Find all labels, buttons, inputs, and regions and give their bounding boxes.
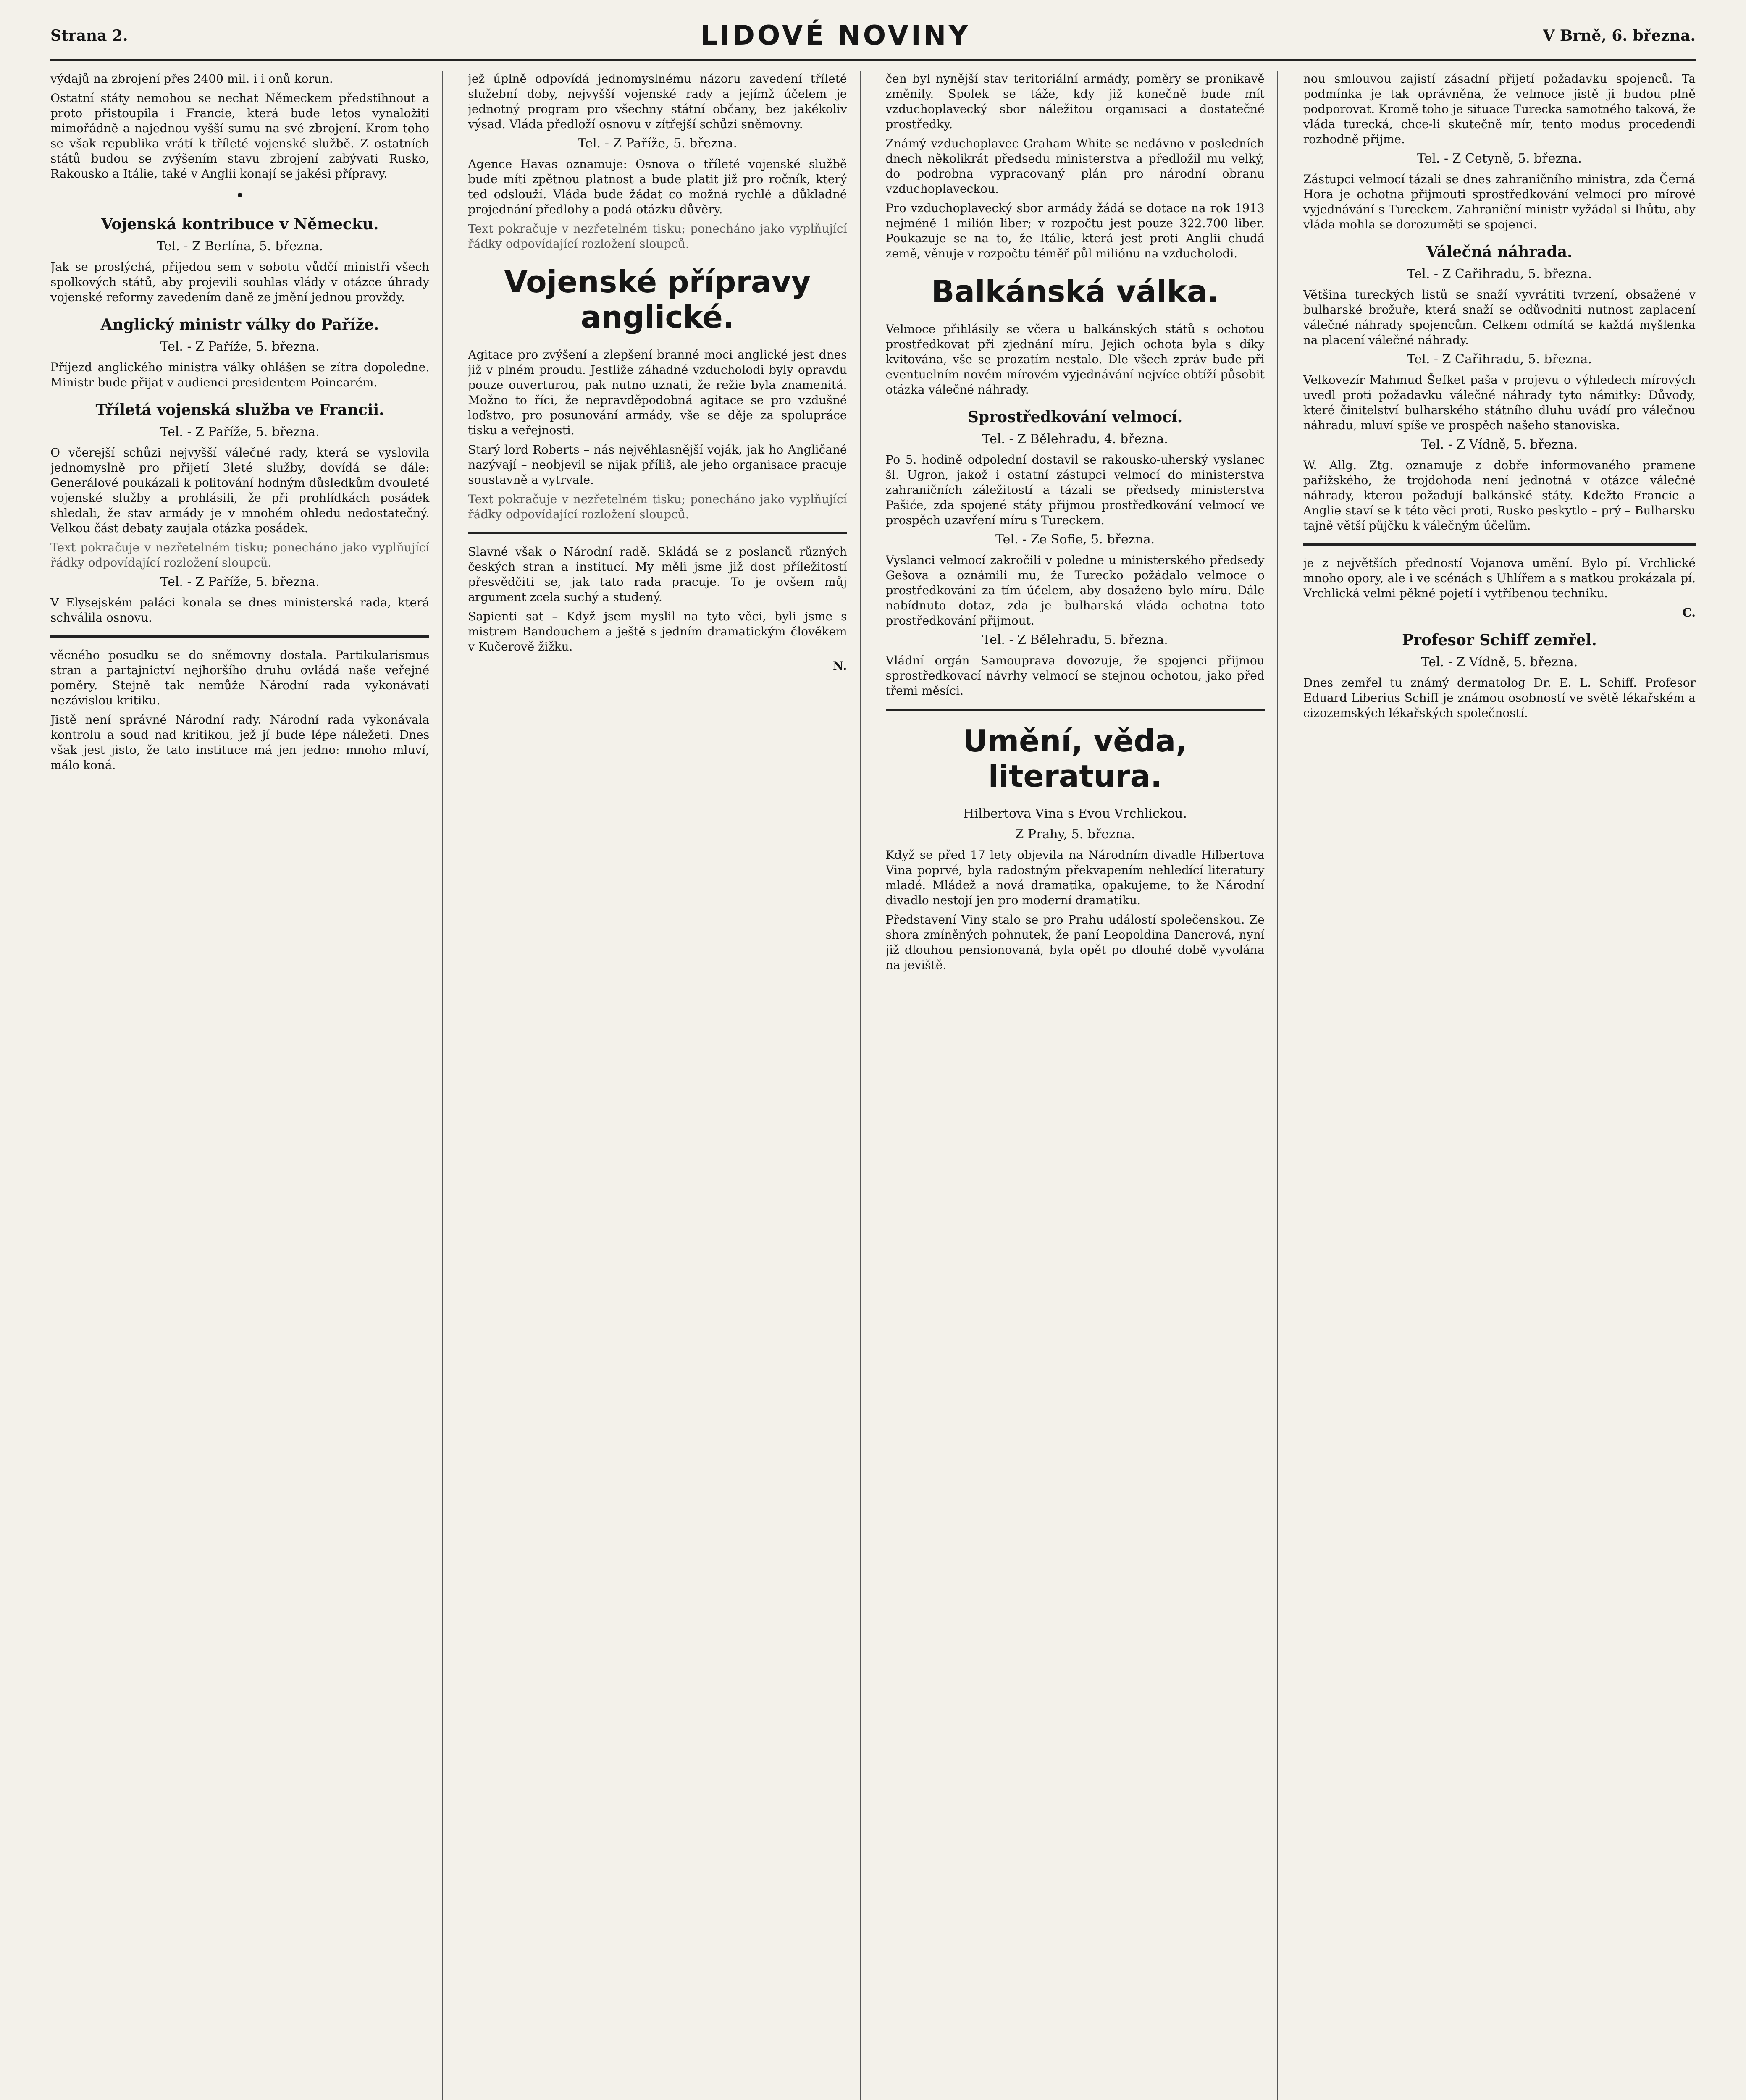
page-header — [50, 13, 1696, 61]
headline-arts: Umění, věda, literatura. — [963, 723, 1187, 794]
dateline: Tel. - Z Cetyně, 5. března. — [1417, 151, 1582, 166]
headline-mediation: Sprostředkování velmocí. — [967, 408, 1183, 426]
headline-contribution: Vojenská kontribuce v Německu. — [101, 215, 379, 233]
section-rule — [886, 709, 1265, 711]
section-rule — [50, 635, 429, 638]
article-text: Ostatní státy nemohou se nechat Německem předstihnout a proto přistoupila i Francie, která bude letos vynaložiti mimořádně a najednou vyšší sumu na své zbrojení. Krom toho se však republika vrátí k tříleté vojenské službě. Z ostatních států budou se zvýšením stavu zbrojení zabývati Rusko, Rakousko a Itálie, také v Anglii konají se jakési přípravy. — [50, 91, 430, 181]
dateline: Tel. - Z Vídně, 5. března. — [1421, 437, 1578, 452]
article-text: Po 5. hodině odpolední dostavil se rakousko-uherský vyslanec šl. Ugron, jakož i ostatní zástupci velmocí do ministerstva zahraničních záležitostí a tázali se předsedy ministerstva Pašiće, zda spojené státy přijmou prostředkování velmocí ve prospěch uzavření míru s Tureckem. — [885, 453, 1265, 527]
column-2 — [468, 71, 860, 2100]
article-text: Představení Viny stalo se pro Prahu událostí společenskou. Ze shora zmíněných pohnutek, že paní Leopoldina Dancrová, nyní již dlouhou pensionovaná, byla opět po dlouhé době vyvolána na jeviště. — [885, 913, 1265, 972]
headline-three-year-service: Tříletá vojenská služba ve Francii. — [95, 401, 384, 419]
article-text: Pro vzduchoplavecký sbor armády žádá se dotace na rok 1913 nejméně 1 milión liber; v rozpočtu jest pouze 322.700 liber. Poukazuje se na to, že Itálie, která jest proti Anglii chudá země, věnuje v rozpočtu téměř půl miliónu na vzducholodi. — [885, 201, 1265, 260]
signature: C. — [1682, 606, 1696, 620]
article-text: Velkovezír Mahmud Šefket paša v projevu o výhledech mírových uvedl proti požadavku válečné náhrady tyto námitky: Důvody, které činitelství bulharského státního dluhu uvádí pro válečnou náhradu, mluví spíše ve prospěch našeho stanoviska. — [1303, 373, 1696, 432]
article-text: W. Allg. Ztg. oznamuje z dobře informovaného pramene pařížského, že trojdohoda není jednotná v otázce válečné náhrady, kterou požadují balkánské státy. Kdežto Francie a Anglie staví se k této věci proti, Rusko peskytlo – prý – Bulharsku tajně větší půjčku k válečným účelům. — [1303, 458, 1696, 533]
article-text: Dnes zemřel tu známý dermatolog Dr. E. L. Schiff. Profesor Eduard Liberius Schiff je známou osobností ve světě lékařském a cizozemských lékařských společností. — [1303, 676, 1696, 720]
section-rule — [1303, 543, 1696, 546]
masthead-title: LIDOVÉ NOVINY — [700, 20, 971, 51]
signature: N. — [832, 659, 847, 673]
dateline: Tel. - Z Cařihradu, 5. března. — [1407, 352, 1592, 367]
article-text: Sapienti sat – Když jsem myslil na tyto věci, byli jsme s mistrem Bandouchem a ještě s jedním dramatickým člověkem v Kučerově žižku. — [468, 609, 847, 654]
dateline: Z Prahy, 5. března. — [1015, 827, 1135, 842]
separator-bullet: • — [235, 187, 244, 205]
article-text: výdajů na zbrojení přes 2400 mil. i i onů korun. — [50, 72, 333, 86]
article-text: Starý lord Roberts – nás nejvěhlasnější voják, jak ho Angličané nazývají – neobjevil se nijak příliš, ale jeho organisace pracuje soustavně a vytrvale. — [468, 443, 847, 487]
headline-balkan-war: Balkánská válka. — [931, 274, 1219, 309]
dateline: Tel. - Z Cařihradu, 5. března. — [1407, 267, 1592, 281]
dateline: Tel. - Z Bělehradu, 4. března. — [982, 432, 1168, 446]
article-text: Agence Havas oznamuje: Osnova o tříleté vojenské službě bude míti zpětnou platnost a bude platit již pro ročník, který ted odslouží. Vláda bude žádat co možná rychlé a důkladné projednání předlohy a podá otázku důvěry. — [468, 157, 847, 216]
column-3 — [886, 71, 1278, 2100]
dateline: Tel. - Ze Sofie, 5. března. — [995, 532, 1155, 547]
article-text: Zástupci velmocí tázali se dnes zahraničního ministra, zda Černá Hora je ochotna přijmouti sprostředkování velmocí pro mírové vyjednávání s Tureckem. Zahraniční ministr vyžádal si lhůtu, aby vláda mohla se dorozuměti se spojenci. — [1303, 172, 1696, 231]
column-1 — [50, 71, 443, 2100]
article-text: Vyslanci velmocí zakročili v poledne u ministerského předsedy Gešova a oznámili mu, že Turecko požádalo velmoce o prostředkování za tím účelem, aby dosaženo bylo míru. Dále nabídnuto dotaz, zda je bulharská vláda ochotna toto prostředkování přijmout. — [885, 553, 1265, 627]
article-text: O včerejší schůzi nejvyšší válečné rady, která se vyslovila jednomyslně pro přijetí 3leté služby, dovídá se dále: Generálové poukázali k politování hodným důsledkům dvouleté vojenské služby a prohlásili, že při prohlídkách posádek shledali, že stav armády je v mnohém ohledu nedostatečný. Velkou část debaty zaujala otázka posádek. — [50, 446, 430, 535]
filler-text: Text pokračuje v nezřetelném tisku; ponecháno jako vyplňující řádky odpovídající rozložení sloupců. — [50, 541, 430, 570]
article-text: Většina tureckých listů se snaží vyvrátiti tvrzení, obsažené v bulharské brožuře, která snaží se odůvodniti nutnost zaplacení válečné náhrady spojencům. Celkem odmítá se každá myšlenka na placení válečné náhrady. — [1303, 288, 1696, 347]
dateline: Tel. - Z Paříže, 5. března. — [160, 575, 320, 589]
dateline: Tel. - Z Berlína, 5. března. — [157, 239, 323, 254]
article-text: Příjezd anglického ministra války ohlášen se zítra dopoledne. Ministr bude přijat v audienci presidentem Poincarém. — [50, 360, 430, 389]
filler-text: Text pokračuje v nezřetelném tisku; ponecháno jako vyplňující řádky odpovídající rozložení sloupců. — [468, 222, 847, 251]
headline-british-preparations: Vojenské přípravy anglické. — [504, 264, 811, 335]
article-text: Velmoce přihlásily se včera u balkánských států s ochotou prostředkovat při zjednání míru. Jejich ochota byla s díky kvitována, vše se prozatím nestalo. Dle všech zpráv bude při eventuelním novém mírovém vyjednávání nejvíce obtíží působit otázka válečné náhrady. — [885, 322, 1265, 396]
dateline: Tel. - Z Paříže, 5. března. — [578, 136, 738, 151]
article-text: Známý vzduchoplavec Graham White se nedávno v posledních dnech několikrát předsedu ministerstva a předložil mu velký, do podrobna vypracovaný plán pro národní obranu vzduchoplaveckou. — [885, 136, 1265, 196]
article-text: čen byl nynější stav teritoriální armády, poměry se pronikavě změnily. Spolek se táže, kdy již konečně bude mít vzduchoplavecký sbor náležitou organisaci a dostatečné prostředky. — [885, 72, 1265, 131]
article-text: Agitace pro zvýšení a zlepšení branné moci anglické jest dnes již v plném proudu. Jestliže záhadné vzducholodi byly opravdu pouze ouverturou, pak nutno uznati, že režie byla znamenitá. Možno to říci, že nepravděpodobná agitace se pro vzdušné loďstvo, pro posunování armády, vše se děje za spolupráce tisku a veřejnosti. — [468, 348, 847, 437]
subheadline: Hilbertova Vina s Evou Vrchlickou. — [963, 806, 1187, 821]
columns — [50, 71, 1696, 2100]
article-text: Vládní orgán Samouprava dovozuje, že spojenci přijmou sprostředkovací návrhy velmocí se stejnou ochotou, jako před třemi měsíci. — [885, 654, 1265, 698]
article-text: nou smlouvou zajistí zásadní přijetí požadavku spojenců. Ta podmínka je tak oprávněna, že velmoce jistě ji budou plně podporovat. Kromě toho je situace Turecka samotného taková, že vláda turecká, chce-li skutečně mír, tento modus procedendi rozhodně přijme. — [1303, 72, 1696, 146]
article-text: Jistě není správné Národní rady. Národní rada vykonávala kontrolu a soud nad kritikou, jež jí bude lépe náležeti. Dnes však jest jisto, že tato instituce má jen jedno: mnoho mluví, málo koná. — [50, 713, 430, 772]
article-text: Když se před 17 lety objevila na Národním divadle Hilbertova Vina poprvé, byla radostným překvapením nehledící literatury mladé. Mládež a nová dramatika, opakujeme, to že Národní divadlo nestojí jen pro moderní dramatiku. — [885, 848, 1265, 907]
section-rule — [468, 532, 847, 534]
dateline: Tel. - Z Paříže, 5. března. — [160, 339, 320, 354]
article-text: V Elysejském paláci konala se dnes ministerská rada, která schválila osnovu. — [50, 596, 430, 625]
headline-reparations: Válečná náhrada. — [1426, 243, 1573, 261]
filler-text: Text pokračuje v nezřetelném tisku; ponecháno jako vyplňující řádky odpovídající rozložení sloupců. — [468, 492, 847, 521]
article-text: věcného posudku se do sněmovny dostala. Partikularismus stran a partajnictví nejhoršího druhu ovládá naše veřejné poměry. Stejně tak nemůže Národní rada vykonávati nezávislou kritiku. — [50, 648, 430, 707]
dateline: Tel. - Z Vídně, 5. března. — [1421, 655, 1578, 669]
column-4 — [1303, 71, 1696, 2100]
city-date: V Brně, 6. března. — [1543, 27, 1696, 45]
article-text: je z největších předností Vojanova umění. Bylo pí. Vrchlické mnoho opory, ale i ve scénách s Uhlířem a s matkou prokázala pí. Vrchlická velmi pěkné pojetí i vytříbenou techniku. — [1303, 556, 1696, 600]
dateline: Tel. - Z Bělehradu, 5. března. — [982, 633, 1168, 647]
article-text: Jak se proslýchá, přijedou sem v sobotu vůdčí ministři všech spolkových států, aby projevili souhlas vlády v otázce úhrady vojenské reformy zavedením daně ze jmění jednou provždy. — [50, 260, 430, 304]
headline-minister: Anglický ministr války do Paříže. — [100, 316, 379, 333]
dateline: Tel. - Z Paříže, 5. března. — [160, 425, 320, 439]
page-number: Strana 2. — [50, 27, 128, 45]
article-text: Slavné však o Národní radě. Skládá se z poslanců různých českých stran a institucí. My měli jsme již dost příležitostí přesvědčiti se, jak tato rada pracuje. To je ovšem můj argument zcela suchý a studený. — [468, 545, 847, 604]
article-text: jež úplně odpovídá jednomyslnému názoru zavedení tříleté služební doby, nejvyšší vojenské rady a jejímž účelem je jednotný program pro všechny státní občany, bez jakékoliv výsad. Vláda předloží osnovu v zítřejší schůzi sněmovny. — [468, 72, 847, 131]
headline-schiff: Profesor Schiff zemřel. — [1402, 631, 1597, 649]
